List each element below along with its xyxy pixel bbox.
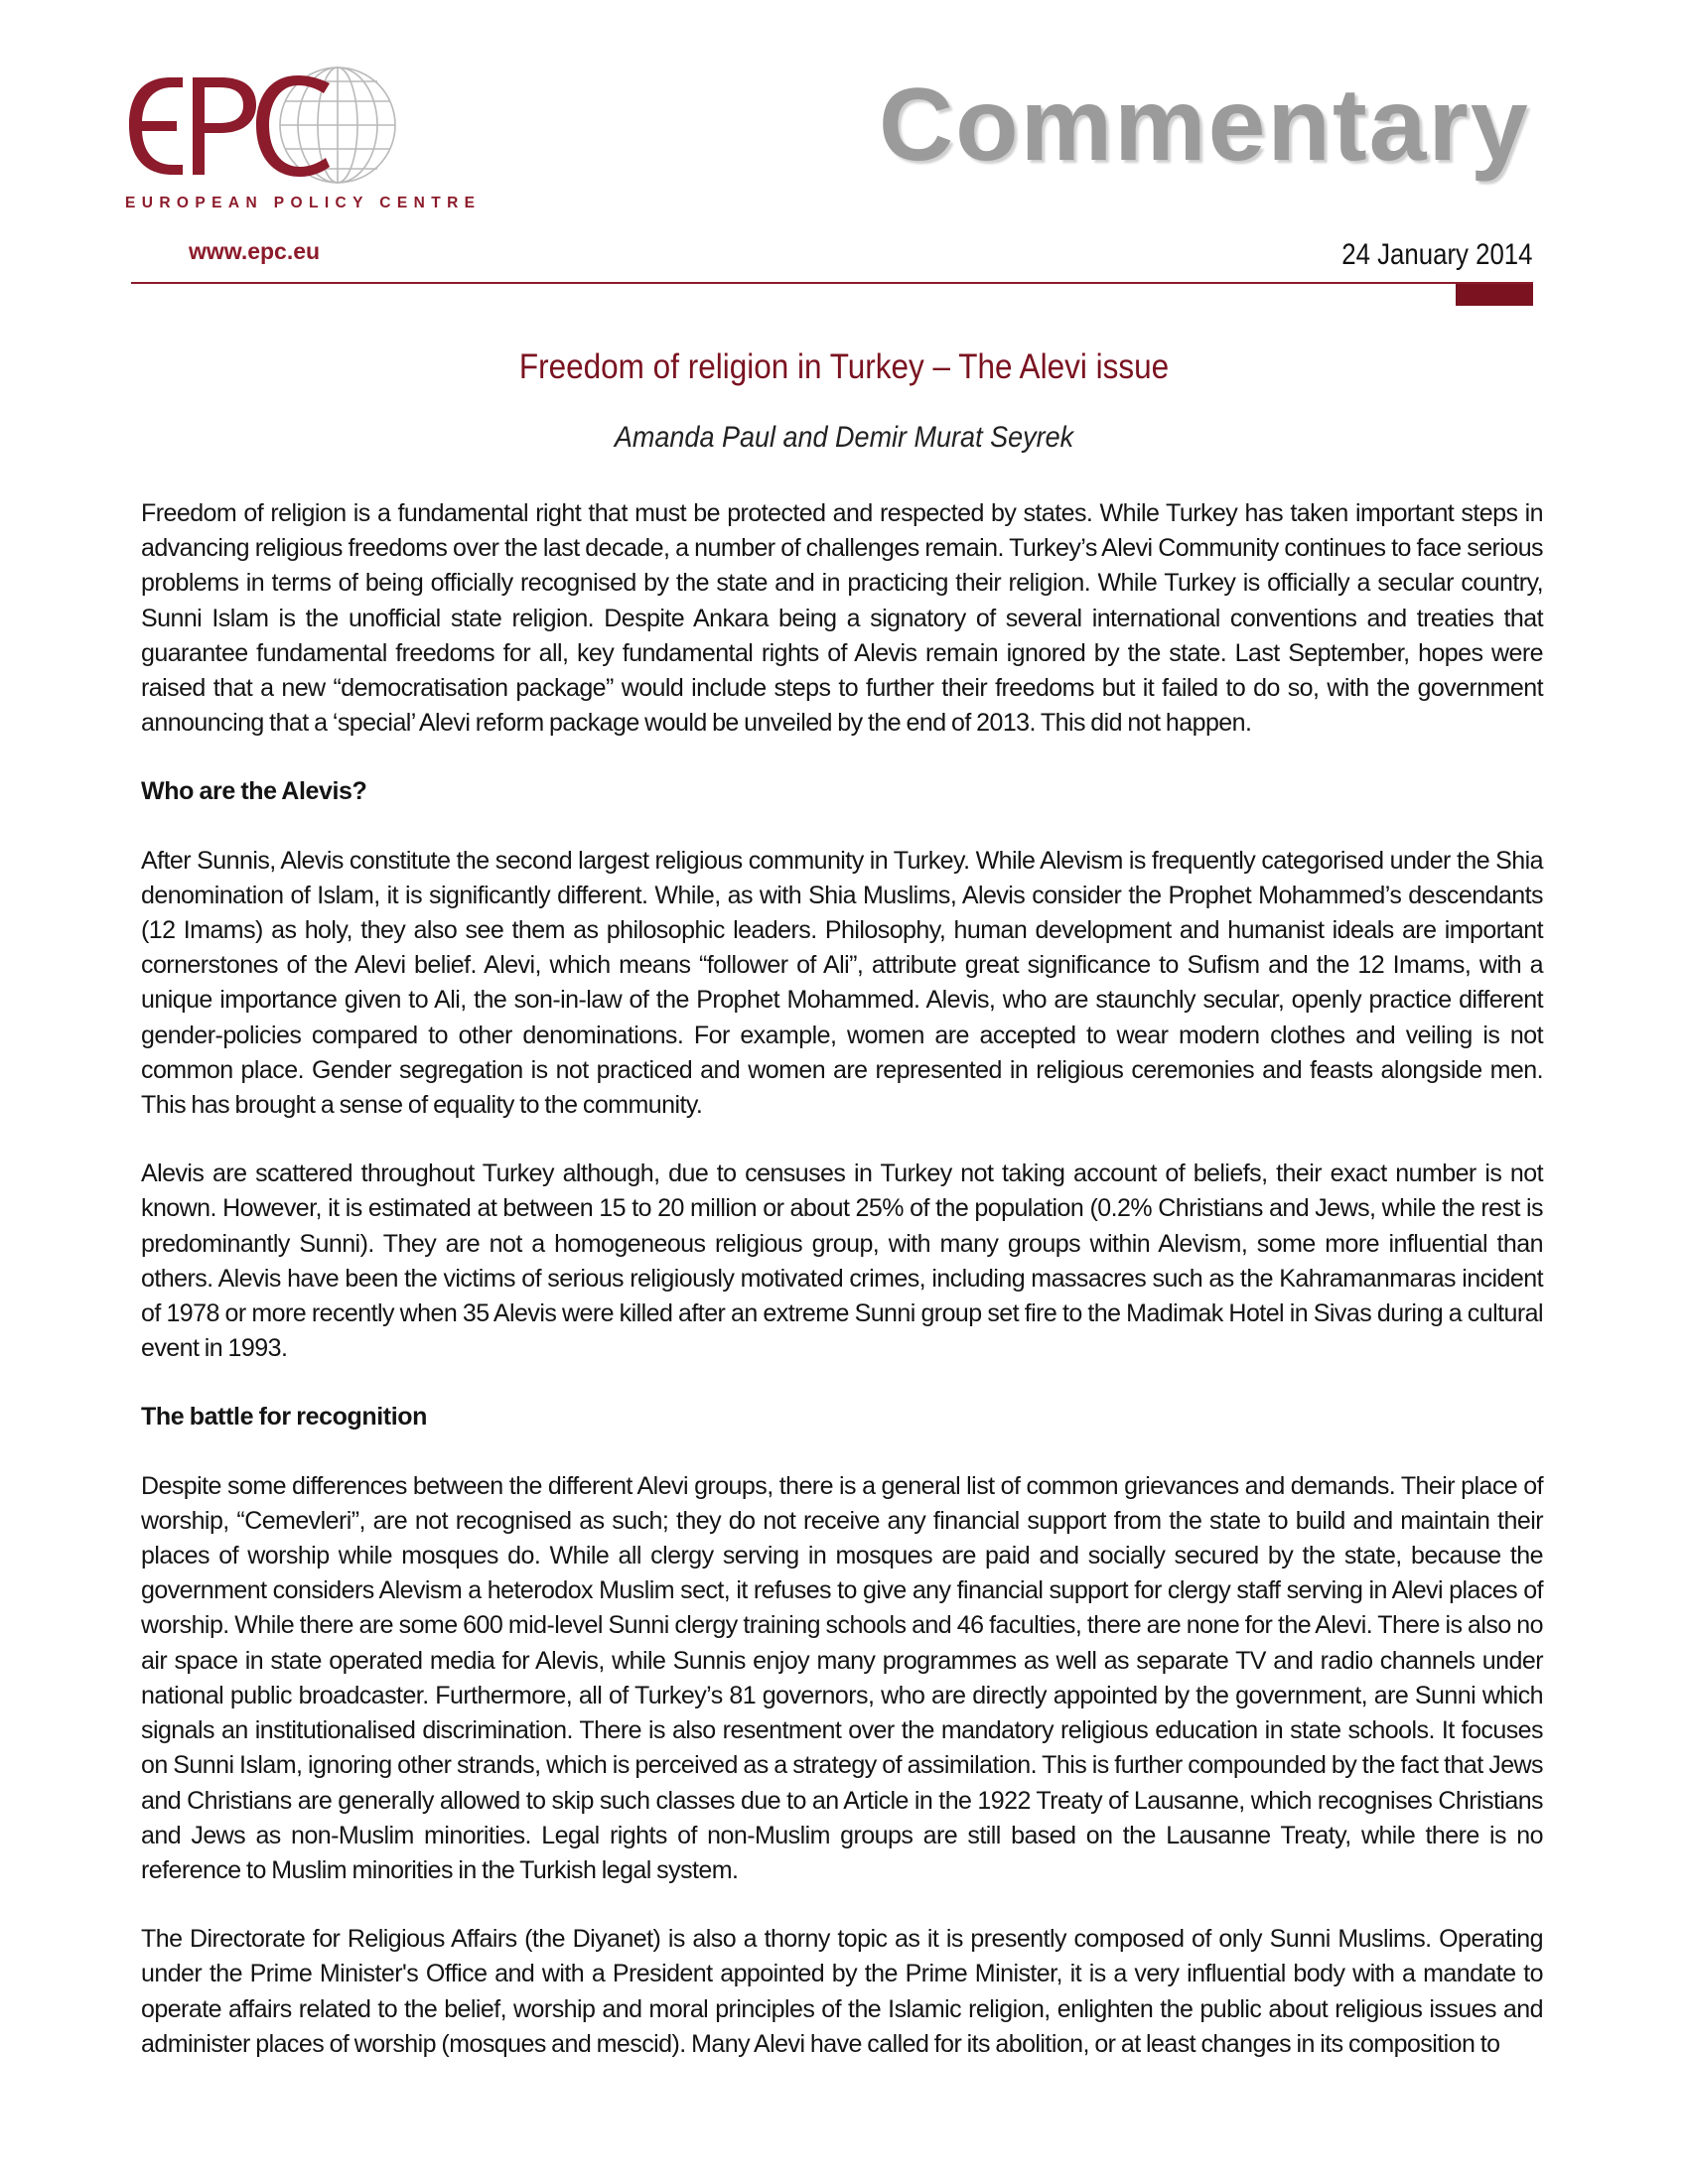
section1-paragraph-1: After Sunnis, Alevis constitute the second largest religious community in Turkey. While Alevism is frequently categorised under the Shia denomination of Islam, it is significantly different. While, as with Shia Muslims, Alevis consider the Prophet Mohammed’s descendants (12 Imams) as holy, they also see them as philosophic leaders. Philosophy, human development and humanist ideals are important cornerstones of the Alevi belief. Alevi, which means “follower of Ali”, attribute great significance to Sufism and the 12 Imams, with a unique importance given to Ali, the son-in-law of the Prophet Mohammed. Alevis, who are staunchly secular, openly practice different gender-policies compared to other denominations. For example, women are accepted to wear modern clothes and veiling is not common place. Gender segregation is not practiced and women are represented in religious ceremonies and feasts alongside men. This has brought a sense of equality to the community.: [141, 846, 1543, 1120]
section1-paragraph-2: Alevis are scattered throughout Turkey although, due to censuses in Turkey not taking account of beliefs, their exact number is not known. However, it is estimated at between 15 to 20 million or about 25% of the population (0.2% Christians and Jews, while the rest is predominantly Sunni). They are not a homogeneous religious group, with many groups within Alevism, some more influential than others. Alevis have been the victims of serious religiously motivated crimes, including massacres such as the Kahramanmaras incident of 1978 or more recently when 35 Alevis were killed after an extreme Sunni group set fire to the Madimak Hotel in Sivas during a cultural event in 1993.: [141, 1160, 1543, 1363]
section2-paragraph-1: Despite some differences between the different Alevi groups, there is a general list of common grievances and demands. Their place of worship, “Cemevleri”, are not recognised as such; they do not receive any financial support from the state to build and maintain their places of worship while mosques do. While all clergy serving in mosques are paid and socially secured by the state, because the government considers Alevism a heterodox Muslim sect, it refuses to give any financial support for clergy staff serving in Alevi places of worship. While there are some 600 mid-level Sunni clergy training schools and 46 faculties, there are none for the Alevi. There is also no air space in state operated media for Alevis, while Sunnis enjoy many programmes as well as separate TV and radio channels under national public broadcaster. Furthermore, all of Turkey’s 81 governors, who are directly appointed by the government, are Sunni which signals an institutionalised discrimination. There is also resentment over the mandatory religious education in state schools. It focuses on Sunni Islam, ignoring other strands, which is perceived as a strategy of assimilation. This is further compounded by the fact that Jews and Christians are generally allowed to skip such classes due to an Article in the 1922 Treaty of Lausanne, which recognises Christians and Jews as non-Muslim minorities. Legal rights of non-Muslim groups are still based on the Lausanne Treaty, while there is no reference to Muslim minorities in the Turkish legal system.: [141, 1471, 1543, 1884]
header-divider: [131, 282, 1533, 284]
document-type-label: Commentary: [879, 68, 1530, 183]
section-heading-who-are-alevis: Who are the Alevis?: [141, 777, 367, 806]
website-link[interactable]: www.epc.eu: [189, 238, 321, 264]
section2-paragraph-2: The Directorate for Religious Affairs (the Diyanet) is also a thorny topic as it is presently composed of only Sunni Muslims. Operating under the Prime Minister's Office and with a President appointed by the Prime Minister, it is a very influential body with a mandate to operate affairs related to the belief, worship and moral principles of the Islamic religion, enlighten the public about religious issues and administer places of worship (mosques and mescid). Many Alevi have called for its abolition, or at least changes in its composition to: [141, 1925, 1543, 2058]
article-body: [141, 496, 1543, 2096]
article-authors: Amanda Paul and Demir Murat Seyrek: [614, 421, 1074, 454]
logo-tagline: EUROPEAN POLICY CENTRE: [125, 195, 482, 211]
header-accent-block: [1456, 284, 1533, 306]
intro-paragraph: Freedom of religion is a fundamental right that must be protected and respected by states. While Turkey has taken important steps in advancing religious freedoms over the last decade, a number of challenges remain. Turkey’s Alevi Community continues to face serious problems in terms of being officially recognised by the state and in practicing their religion. While Turkey is officially a secular country, Sunni Islam is the unofficial state religion. Despite Ankara being a signatory of several international conventions and treaties that guarantee fundamental freedoms for all, key fundamental rights of Alevis remain ignored by the state. Last September, hopes were raised that a new “democratisation package” would include steps to further their freedoms but it failed to do so, with the government announcing that a ‘special’ Alevi reform package would be unveiled by the end of 2013. This did not happen.: [141, 499, 1543, 738]
article-title: Freedom of religion in Turkey – The Alevi issue: [518, 347, 1170, 386]
publication-date: 24 January 2014: [1341, 238, 1533, 271]
epc-logo: [121, 64, 419, 212]
section-heading-battle-for-recognition: The battle for recognition: [141, 1403, 427, 1432]
